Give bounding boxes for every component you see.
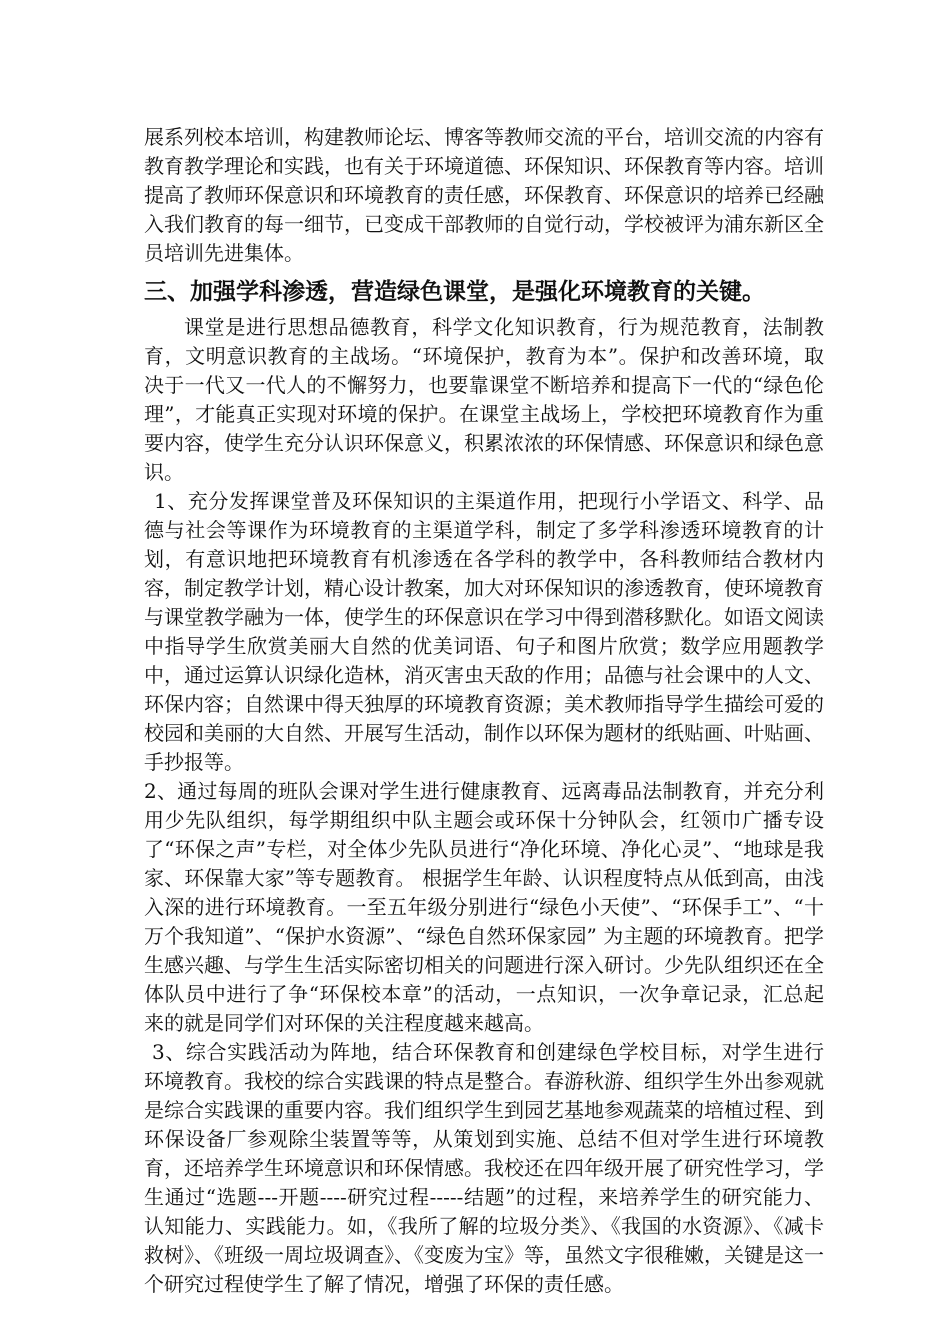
document-body [144, 123, 824, 1299]
item-2-paragraph: 2、通过每周的班队会课对学生进行健康教育、远离毒品法制教育，并充分利用少先队组织，每学期组织中队主题会或环保十分钟队会，红领巾广播专设了“环保之声”专栏，对全体少先队员进行“净化环境、净化心灵”、“地球是我家、环保靠大家”等专题教育。 根据学生年龄、认识程度特点从低到高，由浅入深的进行环境教育。一至五年级分别进行“绿色小天使”、“环保手工”、“十万个我知道”、“保护水资源”、“绿色自然环保家园” 为主题的环境教育。把学生感兴趣、与学生生活实际密切相关的问题进行深入研讨。少先队组织还在全体队员中进行了争“环保校本章”的活动，一点知识，一次争章记录，汇总起来的就是同学们对环保的关注程度越来越高。 [144, 779, 824, 1035]
intro-paragraph: 展系列校本培训，构建教师论坛、博客等教师交流的平台，培训交流的内容有教育教学理论和实践，也有关于环境道德、环保知识、环保教育等内容。培训提高了教师环保意识和环境教育的责任感，环保教育、环保意识的培养已经融入我们教育的每一细节，已变成干部教师的自觉行动，学校被评为浦东新区全员培训先进集体。 [144, 125, 824, 265]
item-3-paragraph: 3、综合实践活动为阵地，结合环保教育和创建绿色学校目标，对学生进行环境教育。我校的综合实践课的特点是整合。春游秋游、组织学生外出参观就是综合实践课的重要内容。我们组织学生到园艺基地参观蔬菜的培植过程、到环保设备厂参观除尘装置等等，从策划到实施、总结不但对学生进行环境教育，还培养学生环境意识和环保情感。我校还在四年级开展了研究性学习，学生通过“选题---开题----研究过程-----结题”的过程，来培养学生的研究能力、认知能力、实践能力。如，《我所了解的垃圾分类》、《我国的水资源》、《减卡救树》、《班级一周垃圾调查》、《变废为宝》等，虽然文字很稚嫩，关键是这一个研究过程使学生了解了情况，增强了环保的责任感。 [144, 1040, 824, 1296]
item-1-paragraph: 1、充分发挥课堂普及环保知识的主渠道作用，把现行小学语文、科学、品德与社会等课作为环境教育的主渠道学科，制定了多学科渗透环境教育的计划，有意识地把环境教育有机渗透在各学科的教学中，各科教师结合教材内容，制定教学计划，精心设计教案，加大对环保知识的渗透教育，使环境教育与课堂教学融为一体，使学生的环保意识在学习中得到潜移默化。如语文阅读中指导学生欣赏美丽大自然的优美词语、句子和图片欣赏；数学应用题教学中，通过运算认识绿化造林，消灭害虫天敌的作用；品德与社会课中的人文、环保内容；自然课中得天独厚的环境教育资源；美术教师指导学生描绘可爱的校园和美丽的大自然、开展写生活动，制作以环保为题材的纸贴画、叶贴画、手抄报等。 [144, 489, 824, 774]
section-heading: 三、加强学科渗透，营造绿色课堂，是强化环境教育的关键。 [144, 278, 765, 305]
section-intro-paragraph: 课堂是进行思想品德教育，科学文化知识教育，行为规范教育，法制教育，文明意识教育的主战场。“环境保护，教育为本”。保护和改善环境，取决于一代又一代人的不懈努力，也要靠课堂不断培养和提高下一代的“绿色伦理”，才能真正实现对环境的保护。在课堂主战场上，学校把环境教育作为重要内容，使学生充分认识环保意义，积累浓浓的环保情感、环保意识和绿色意识。 [144, 315, 824, 484]
